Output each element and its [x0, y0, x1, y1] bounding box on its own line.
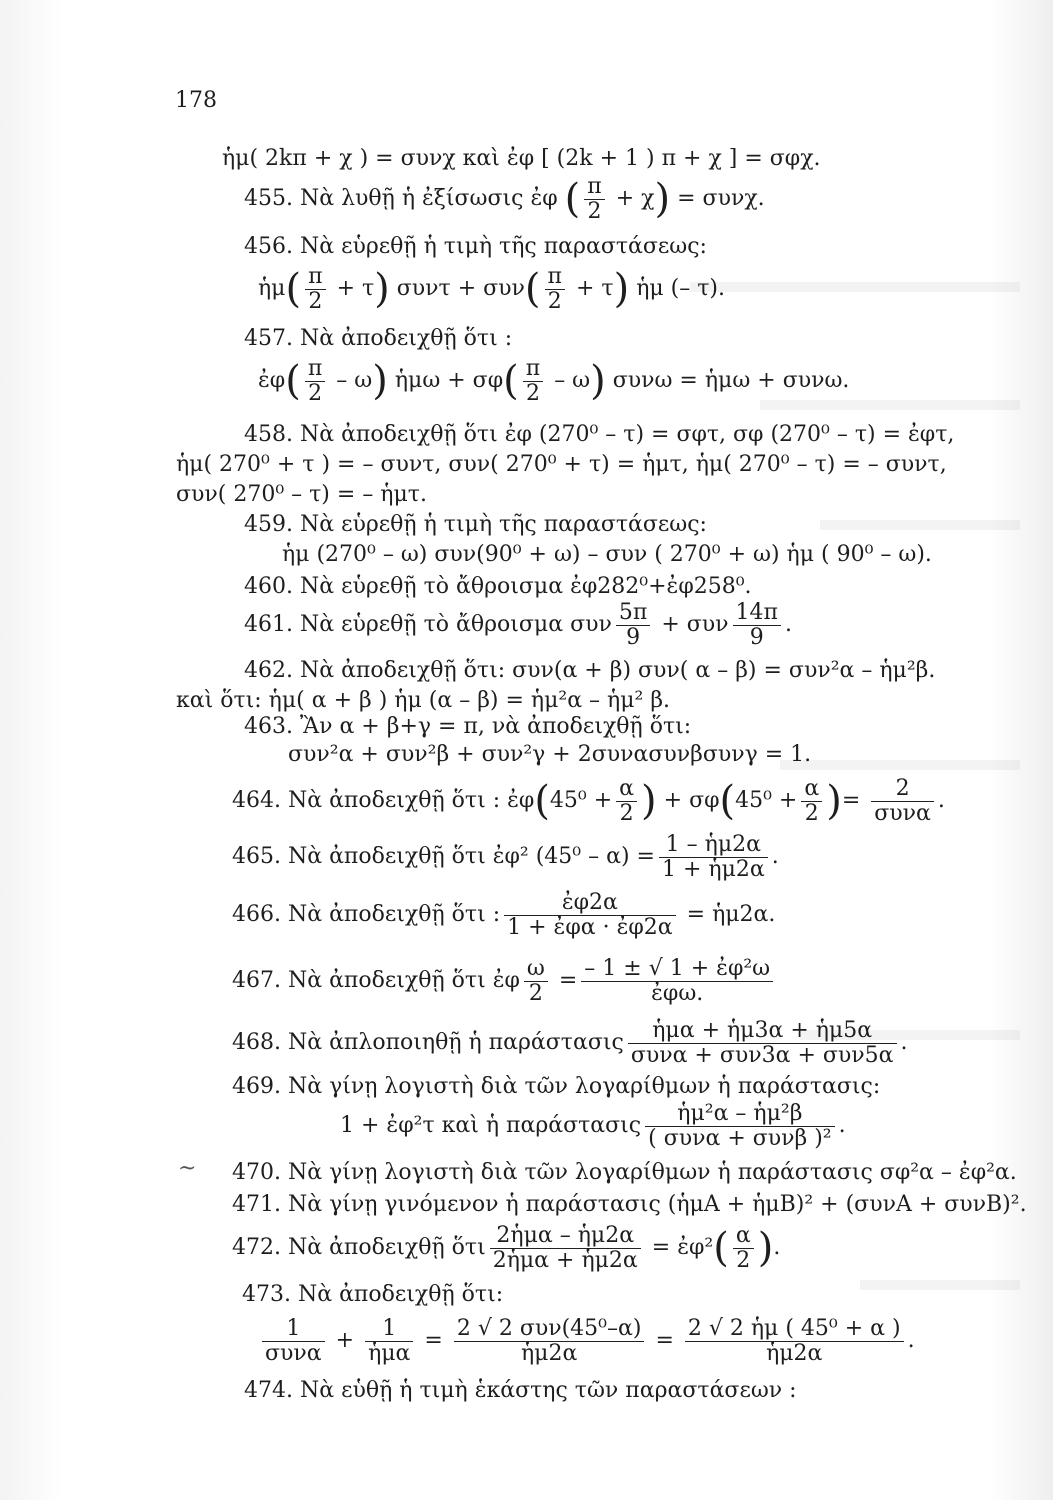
problem-459-line1: 459. Νὰ εὑρεθῇ ἡ τιμὴ τῆς παραστάσεως:	[244, 512, 707, 537]
fraction: $\frac{\omega}{2}$	[524, 957, 548, 1006]
problem-459-line2: ἡμ (270⁰ – ω) συν(90⁰ + ω) – συν ( 270⁰ + ω) ἡμ ( 90⁰ – ω).	[282, 542, 932, 567]
fraction: $\frac{\text{ἐφ2α}}{\text{1 + ἐφα · ἐφ2α}}$	[504, 891, 676, 940]
problem-467: 467. Νὰ ἀποδειχθῇ ὅτι ἐφ $\frac{\omega}{2}$ = $\frac{\text{– 1 ± √ 1 + ἐφ²ω}}{\text{ἐφω.}}$	[232, 954, 777, 1008]
problem-465: 465. Νὰ ἀποδειχθῇ ὅτι ἐφ² (45⁰ – α) = $\frac{\text{1 – ἡμ2α}}{\text{1 + ἡμ2α}}$ .	[232, 831, 779, 882]
bleed-through	[820, 520, 1020, 530]
problem-469-line2: 1 + ἐφ²τ καὶ ἡ παράστασις $\frac{\text{ἡμ²α – ἡμ²β}}{\text{( συνα + συνβ )²}}$ .	[340, 1100, 846, 1151]
problem-458-line1: 458. Νὰ ἀποδειχθῇ ὅτι ἐφ (270⁰ – τ) = σφτ, σφ (270⁰ – τ) = ἐφτ,	[244, 422, 955, 447]
problem-456: 456. Νὰ εὑρεθῇ ἡ τιμὴ τῆς παραστάσεως:	[244, 234, 707, 259]
problem-458-line2: ἡμ( 270⁰ + τ ) = – συντ, συν( 270⁰ + τ) = ἡμτ, ἡμ( 270⁰ – τ) = – συντ,	[176, 452, 947, 477]
problem-472: 472. Νὰ ἀποδειχθῇ ὅτι $\frac{\text{2ἡμα – ἡμ2α}}{\text{2ἡμα + ἡμ2α}}$ = ἐφ²( $\frac{\alpha}{2}$ ).	[232, 1222, 781, 1273]
fraction: $\frac{\pi}{2}$	[305, 265, 325, 314]
problem-464: 464. Νὰ ἀποδειχθῇ ὅτι : ἐφ(45⁰ + $\frac{\alpha}{2}$ ) + σφ(45⁰ + $\frac{\alpha}{2}$ )= $\frac{2}{\text{συνα}}$ .	[232, 775, 945, 826]
problem-463-line2: συν²α + συν²β + συν²γ + 2συνασυνβσυνγ = 1.	[288, 742, 812, 767]
fraction: $\frac{\text{ἡμ²α – ἡμ²β}}{\text{( συνα + συνβ )²}}$	[645, 1102, 835, 1151]
fraction: $\frac{1}{\text{ἡμα}}$	[365, 1317, 413, 1366]
fraction: $\frac{2}{\text{συνα}}$	[871, 777, 934, 826]
problem-468: 468. Νὰ ἀπλοποιηθῇ ἡ παράστασις $\frac{\text{ἡμα + ἡμ3α + ἡμ5α}}{\text{συνα + συν3α + συν5α}}$ .	[232, 1017, 908, 1068]
problem-461: 461. Νὰ εὑρεθῇ τὸ ἄθροισμα συν $\frac{5\pi}{9}$ + συν $\frac{14\pi}{9}$ .	[244, 599, 792, 650]
bleed-through	[860, 1280, 1020, 1290]
problem-473: 473. Νὰ ἀποδειχθῇ ὅτι:	[242, 1282, 504, 1307]
fraction: $\frac{\text{2ἡμα – ἡμ2α}}{\text{2ἡμα + ἡμ2α}}$	[490, 1224, 641, 1273]
bleed-through	[690, 282, 1020, 292]
fraction: $\frac{\pi}{2}$	[545, 265, 565, 314]
problem-460: 460. Νὰ εὑρεθῇ τὸ ἄθροισμα ἐφ282⁰+ἐφ258⁰.	[244, 574, 752, 599]
problem-463-line1: 463. Ἂν α + β+γ = π, νὰ ἀποδειχθῇ ὅτι:	[244, 714, 692, 739]
bleed-through	[780, 760, 1020, 770]
fraction: $\frac{\pi}{2}$	[305, 357, 325, 406]
formula-457: ἐφ( $\frac{\pi}{2}$ – ω) ἡμω + σφ( $\frac{\pi}{2}$ – ω) συνω = ἡμω + συνω.	[258, 355, 850, 406]
problem-462-line1: 462. Νὰ ἀποδειχθῇ ὅτι: συν(α + β) συν( α – β) = συν²α – ἡμ²β.	[244, 658, 936, 683]
problem-455: 455. Νὰ λυθῇ ἡ ἐξίσωσις ἐφ ( $\frac{\pi}{2}$ + χ) = συνχ.	[244, 173, 765, 224]
problem-470: 470. Νὰ γίνῃ λογιστὴ διὰ τῶν λογαρίθμων ἡ παράστασις σφ²α – ἐφ²α.	[232, 1160, 1017, 1185]
fraction: $\frac{\pi}{2}$	[584, 175, 604, 224]
problem-471: 471. Νὰ γίνῃ γινόμενον ἡ παράστασις (ἡμΑ + ἡμΒ)² + (συνΑ + συνΒ)².	[232, 1192, 1027, 1217]
page-number: 178	[175, 88, 217, 113]
problem-469-line1: 469. Νὰ γίνῃ λογιστὴ διὰ τῶν λογαρίθμων ἡ παράστασις:	[232, 1074, 881, 1099]
problem-458-line3: συν( 270⁰ – τ) = – ἡμτ.	[176, 482, 427, 507]
formula-473: $\frac{1}{\text{συνα}}$ + $\frac{1}{\text{ἡμα}}$ = $\frac{\text{2 √ 2 συν(45⁰–α)}}{\text{ἡμ2α}}$ = $\frac{\text{2 √ 2 ἡμ ( 45⁰ + α )}}{\text{ἡμ2α}}$ .	[258, 1312, 915, 1370]
fraction: $\frac{\pi}{2}$	[523, 357, 543, 406]
fraction: $\frac{\text{– 1 ± √ 1 + ἐφ²ω}}{\text{ἐφω.}}$	[581, 957, 773, 1006]
line-454-tail: ἡμ( 2kπ + χ ) = συνχ καὶ ἐφ [ (2k + 1 ) π + χ ] = σφχ.	[222, 146, 821, 171]
fraction: $\frac{\alpha}{2}$	[616, 777, 637, 826]
fraction: $\frac{1}{\text{συνα}}$	[262, 1317, 325, 1366]
fraction: $\frac{\alpha}{2}$	[733, 1224, 754, 1273]
problem-462-line2: καὶ ὅτι: ἡμ( α + β ) ἡμ (α – β) = ἡμ²α – ἡμ² β.	[176, 688, 671, 713]
fraction: $\frac{\text{1 – ἡμ2α}}{\text{1 + ἡμ2α}}$	[659, 833, 768, 882]
fraction: $\frac{5\pi}{9}$	[616, 601, 650, 650]
fraction: $\frac{14\pi}{9}$	[733, 601, 781, 650]
problem-466: 466. Νὰ ἀποδειχθῇ ὅτι : $\frac{\text{ἐφ2α}}{\text{1 + ἐφα · ἐφ2α}}$ = ἡμ2α.	[232, 889, 776, 940]
problem-457: 457. Νὰ ἀποδειχθῇ ὅτι :	[244, 326, 513, 351]
stray-mark: ~	[178, 1156, 197, 1181]
fraction: $\frac{\alpha}{2}$	[801, 777, 822, 826]
fraction: $\frac{\text{2 √ 2 ἡμ ( 45⁰ + α )}}{\text{ἡμ2α}}$	[685, 1317, 904, 1366]
formula-456: ἡμ( $\frac{\pi}{2}$ + τ) συντ + συν( $\frac{\pi}{2}$ + τ) ἡμ (– τ).	[258, 263, 725, 314]
fraction: $\frac{\text{ἡμα + ἡμ3α + ἡμ5α}}{\text{συνα + συν3α + συν5α}}$	[628, 1019, 897, 1068]
fraction: $\frac{\text{2 √ 2 συν(45⁰–α)}}{\text{ἡμ2α}}$	[454, 1317, 645, 1366]
problem-474: 474. Νὰ εὑθῇ ἡ τιμὴ ἑκάστης τῶν παραστάσεων :	[244, 1378, 797, 1403]
